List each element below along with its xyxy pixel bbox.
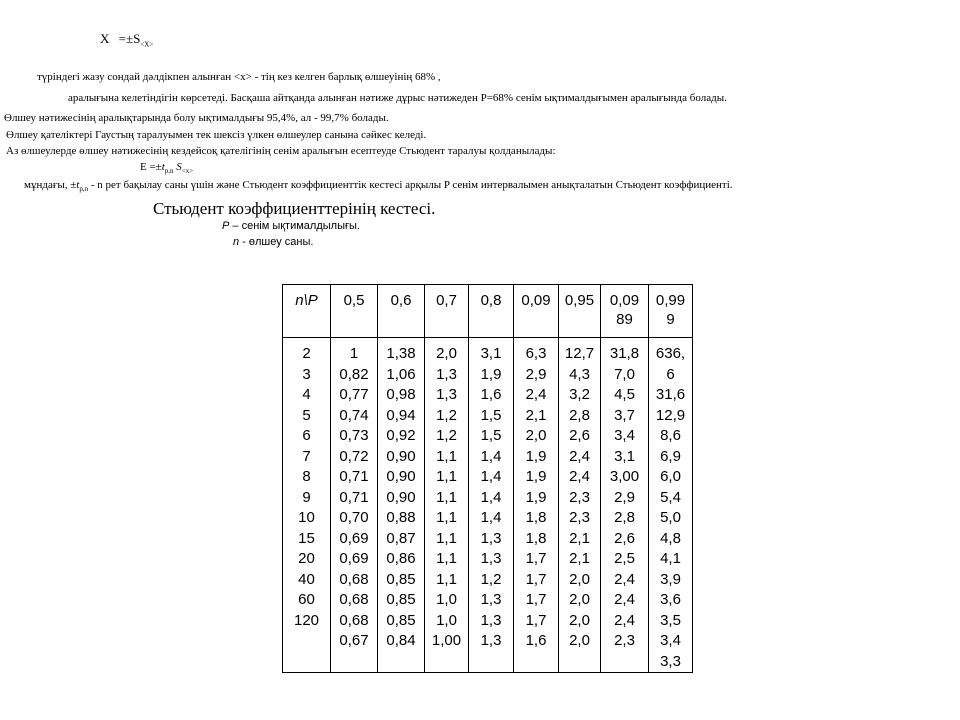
formula-rhs: =±S — [118, 31, 141, 46]
table-cell: 636, — [655, 345, 686, 362]
student-formula-lhs: E =± — [140, 161, 162, 173]
table-cell: 0,86 — [386, 550, 416, 567]
table-cell: 2,9 — [525, 365, 547, 383]
legend-n-text: - өлшеу саны. — [239, 236, 314, 248]
header-cell — [283, 285, 331, 338]
table-cell: 1,1 — [436, 550, 457, 567]
table-cell: 40 — [298, 570, 315, 588]
column-p-0-0989 — [601, 338, 649, 673]
table-cell: 1,7 — [525, 570, 547, 588]
table-body-row — [283, 338, 693, 673]
table-cell: 1,2 — [436, 406, 457, 424]
legend-n-symbol: n — [233, 236, 240, 248]
table-cell: 3,1 — [480, 345, 502, 362]
column-p-0-7 — [425, 338, 469, 673]
table-cell: 3,1 — [614, 447, 635, 465]
table-cell: 0,92 — [386, 427, 416, 444]
table-cell: 1,4 — [480, 509, 502, 526]
header-label: 0,95 — [564, 292, 595, 309]
table-cell: 0,90 — [386, 488, 416, 506]
table-cell: 12,9 — [655, 406, 686, 424]
table-cell: 2,0 — [569, 611, 590, 629]
table-cell: 3,6 — [660, 591, 681, 608]
table-cell: 0,84 — [386, 632, 416, 649]
student-formula-t-sub: p,n — [164, 167, 174, 176]
table-cell: 1,0 — [436, 611, 457, 629]
column-p-0-8 — [469, 338, 514, 673]
table-cell: 0,68 — [339, 570, 369, 588]
table-cell: 2,3 — [569, 509, 590, 526]
table-cell: 0,87 — [386, 529, 416, 547]
table-cell: 1,7 — [525, 591, 547, 608]
table-header-row — [283, 285, 693, 338]
formula-subscript: <X> — [140, 40, 154, 49]
header-cell — [601, 285, 649, 338]
table-title: Стьюдент коэффициенттерінің кестесі. — [153, 199, 436, 218]
header-label: 0,8 — [480, 292, 502, 309]
table-cell: 2,9 — [614, 488, 635, 506]
table-cell: 3,3 — [660, 652, 681, 670]
legend-n — [233, 236, 313, 248]
header-cell — [649, 285, 693, 338]
table-cell: 2,4 — [614, 611, 635, 629]
table-cell: 0,67 — [339, 632, 369, 649]
explanation-t-sub: p,n — [79, 185, 89, 194]
table-cell: 3,4 — [614, 427, 635, 444]
student-formula-s: S — [176, 161, 182, 173]
student-formula — [140, 161, 193, 175]
table-cell: 0,69 — [339, 529, 369, 547]
table-cell: 1 — [349, 345, 359, 362]
table-cell: 0,73 — [339, 427, 369, 444]
column-p-0-6 — [378, 338, 425, 673]
table-cell: 6,9 — [660, 447, 681, 465]
table-cell: 1,7 — [525, 611, 547, 629]
table-cell: 2,6 — [614, 529, 635, 547]
table-cell: 2,1 — [525, 406, 547, 424]
table-cell: 0,71 — [339, 468, 369, 485]
student-formula-t: t — [161, 161, 165, 173]
table-cell: 0,85 — [386, 611, 416, 629]
column-p-0-999 — [649, 338, 693, 673]
header-cell — [469, 285, 514, 338]
explanation-rest: - n рет бақылау саны үшін және Стьюдент коэффициенттік кестесі арқылы P сенім интервалымен анықталатын Стьюдент коэффициенті. — [88, 179, 733, 191]
table-cell: 60 — [298, 591, 315, 608]
table-cell: 15 — [298, 529, 315, 547]
table-cell: 3,7 — [614, 406, 635, 424]
table-cell: 1,7 — [525, 550, 547, 567]
table-cell: 1,3 — [480, 591, 502, 608]
table-cell: 6,0 — [660, 468, 681, 485]
table-cell: 3,2 — [569, 386, 590, 403]
header-cell — [378, 285, 425, 338]
table-cell: 2 — [302, 345, 311, 362]
table-cell: 1,6 — [480, 386, 502, 403]
column-p-0-5 — [331, 338, 378, 673]
text-line-5: Аз өлшеулерде өлшеу нәтижесінің кездейсоқ қателігінің сенім аралығын есептеуде Стьюдент таралуы қолданылады: — [6, 145, 556, 157]
table-cell: 1,1 — [436, 488, 457, 506]
table-cell: 1,5 — [480, 427, 502, 444]
table-cell: 2,3 — [569, 488, 590, 506]
table-cell: 0,70 — [339, 509, 369, 526]
table-cell: 4,3 — [569, 365, 590, 383]
table-cell: 0,88 — [386, 509, 416, 526]
table-cell: 4 — [302, 386, 311, 403]
table-cell: 0,68 — [339, 591, 369, 608]
table-cell: 1,5 — [480, 406, 502, 424]
table-cell: 0,68 — [339, 611, 369, 629]
table-cell: 5,0 — [660, 509, 681, 526]
table-cell: 1,06 — [386, 365, 416, 383]
table-cell: 2,0 — [569, 591, 590, 608]
table-cell: 1,1 — [436, 570, 457, 588]
formula-lhs: X — [100, 31, 110, 46]
explanation-line — [24, 179, 733, 193]
header-label: 0,09 89 — [609, 292, 640, 328]
table-cell: 1,1 — [436, 468, 457, 485]
table-cell: 4,5 — [614, 386, 635, 403]
table-cell: 12,7 — [564, 345, 595, 362]
table-cell: 1,9 — [525, 447, 547, 465]
table-cell: 1,1 — [436, 529, 457, 547]
table-cell: 2,0 — [569, 570, 590, 588]
table-cell: 1,2 — [480, 570, 502, 588]
top-formula — [100, 31, 153, 49]
header-cell — [559, 285, 601, 338]
table-cell: 0,85 — [386, 570, 416, 588]
table-cell: 5,4 — [660, 488, 681, 506]
table-cell: 120 — [293, 611, 320, 629]
table-cell: 0,90 — [386, 468, 416, 485]
table-cell: 0,85 — [386, 591, 416, 608]
legend-p-symbol: P — [222, 220, 230, 232]
table-cell: 2,3 — [614, 632, 635, 649]
header-cell — [514, 285, 559, 338]
table-cell: 2,4 — [569, 447, 590, 465]
header-cell — [425, 285, 469, 338]
explanation-t: t — [76, 179, 80, 191]
table-cell: 1,9 — [525, 468, 547, 485]
table-cell: 0,72 — [339, 447, 369, 465]
table-cell: 4,1 — [660, 550, 681, 567]
table-cell: 1,3 — [480, 632, 502, 649]
column-p-0-09 — [514, 338, 559, 673]
table-cell: 9 — [302, 488, 311, 506]
table-cell: 3,9 — [660, 570, 681, 588]
table-cell: 2,8 — [569, 406, 590, 424]
table-cell: 1,4 — [480, 447, 502, 465]
table-cell: 2,5 — [614, 550, 635, 567]
table-cell: 1,0 — [436, 591, 457, 608]
header-label: 0,99 9 — [655, 292, 686, 328]
table-cell: 0,71 — [339, 488, 369, 506]
student-table — [282, 284, 693, 673]
table-cell: 2,1 — [569, 529, 590, 547]
table-cell: 5 — [302, 406, 311, 424]
table-cell: 0,82 — [339, 365, 369, 383]
table-cell: 0,94 — [386, 406, 416, 424]
table-cell: 0,77 — [339, 386, 369, 403]
table-cell: 1,6 — [525, 632, 547, 649]
table-cell: 31,6 — [655, 386, 686, 403]
table-cell: 1,1 — [436, 509, 457, 526]
legend-p-text: – сенім ықтималдылығы. — [229, 220, 360, 232]
table-cell: 2,0 — [525, 427, 547, 444]
table-cell: 1,1 — [436, 447, 457, 465]
table-cell: 3,5 — [660, 611, 681, 629]
table-cell: 2,4 — [569, 468, 590, 485]
table-cell: 1,38 — [386, 345, 416, 362]
table-cell: 1,2 — [436, 427, 457, 444]
table-cell: 7,0 — [614, 365, 635, 383]
table-cell: 1,9 — [525, 488, 547, 506]
table-cell: 1,4 — [480, 488, 502, 506]
table-cell: 1,3 — [436, 365, 457, 383]
table-cell: 0,90 — [386, 447, 416, 465]
table-cell: 3,4 — [660, 632, 681, 649]
table-cell: 1,9 — [480, 365, 502, 383]
header-label: 0,5 — [343, 292, 365, 309]
student-formula-s-sub: <x> — [181, 167, 194, 176]
table-cell: 6 — [666, 365, 675, 383]
text-line-3: Өлшеу нәтижесінің аралықтарында болу ықтималдығы 95,4%, ал - 99,7% болады. — [4, 112, 389, 124]
table-cell: 2,0 — [436, 345, 457, 362]
header-label: 0,7 — [436, 292, 457, 309]
table-cell: 1,4 — [480, 468, 502, 485]
table-cell: 8,6 — [660, 427, 681, 444]
table-cell: 2,0 — [569, 632, 590, 649]
header-label: n\P — [295, 292, 318, 309]
table-cell: 10 — [298, 509, 315, 526]
table-cell: 2,4 — [614, 570, 635, 588]
table-cell: 1,3 — [436, 386, 457, 403]
table-cell: 1,3 — [480, 550, 502, 567]
column-p-0-95 — [559, 338, 601, 673]
table-cell: 1,00 — [431, 632, 462, 649]
table-cell: 1,8 — [525, 509, 547, 526]
column-n — [283, 338, 331, 673]
table-cell: 2,8 — [614, 509, 635, 526]
table-cell: 2,6 — [569, 427, 590, 444]
table-cell: 7 — [302, 447, 311, 465]
table-cell: 4,8 — [660, 529, 681, 547]
legend-p — [222, 220, 360, 232]
header-cell — [331, 285, 378, 338]
table-cell: 3 — [302, 365, 311, 383]
table-cell: 2,1 — [569, 550, 590, 567]
table-cell: 0,98 — [386, 386, 416, 403]
table-cell: 0,74 — [339, 406, 369, 424]
table-cell: 20 — [298, 550, 315, 567]
text-line-1: түріндегі жазу сондай дәлдікпен алынған <x> - тің кез келген барлық өлшеуінің 68% , — [37, 71, 441, 83]
explanation-prefix: мұндағы, ± — [24, 179, 77, 191]
table-cell: 2,4 — [525, 386, 547, 403]
table-cell: 1,3 — [480, 529, 502, 547]
text-line-2: аралығына келетіндігін көрсетеді. Басқаша айтқанда алынған нәтиже дұрыс нәтижеден P=68% сенім ықтималдығымен аралығында болады. — [68, 92, 727, 104]
header-label: 0,6 — [390, 292, 412, 309]
table-cell: 6,3 — [525, 345, 547, 362]
header-label: 0,09 — [521, 292, 551, 309]
table-cell: 8 — [302, 468, 311, 485]
table-cell: 2,4 — [614, 591, 635, 608]
table-cell: 3,00 — [609, 468, 640, 485]
table-cell: 6 — [302, 427, 311, 444]
table-cell: 1,3 — [480, 611, 502, 629]
table-cell: 31,8 — [609, 345, 640, 362]
text-line-4: Өлшеу қателіктері Гаустың таралуымен тек шексіз үлкен өлшеулер санына сәйкес келеді. — [6, 129, 427, 141]
table-cell: 1,8 — [525, 529, 547, 547]
table-cell: 0,69 — [339, 550, 369, 567]
